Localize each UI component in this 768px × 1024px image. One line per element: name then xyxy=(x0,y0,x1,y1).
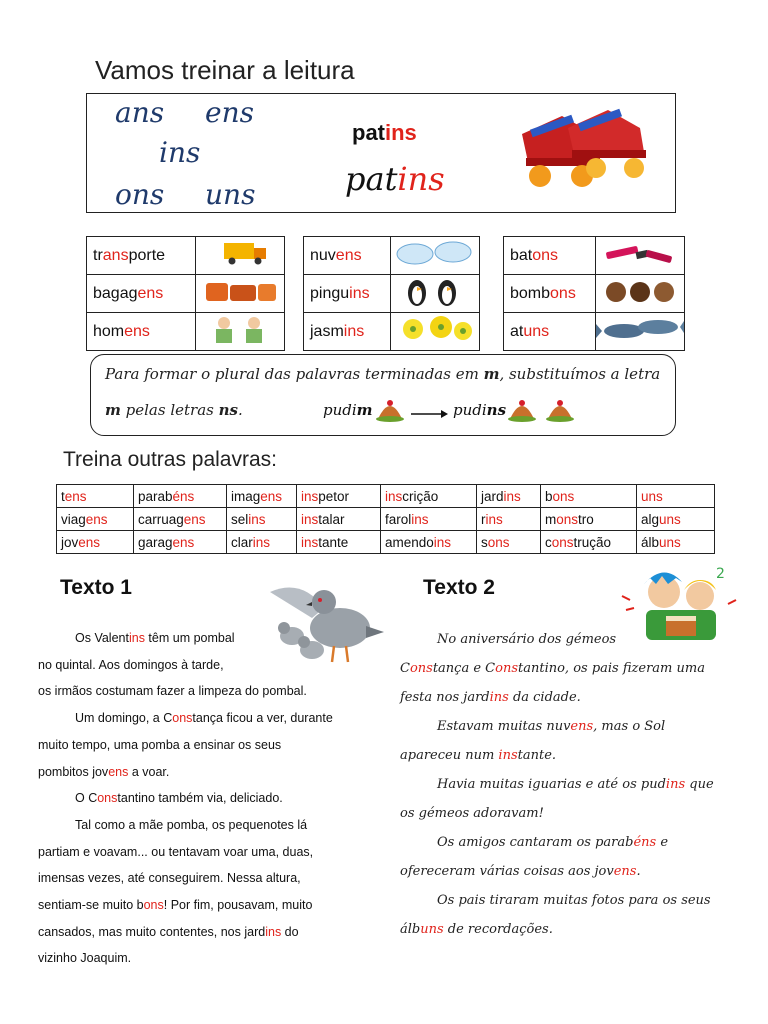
highlighted-syllable: ons xyxy=(552,488,575,504)
text-segment: a voar. xyxy=(128,764,170,779)
tuna-fish-icon xyxy=(596,313,685,351)
text-segment: O C xyxy=(75,791,98,806)
highlighted-syllable: ins xyxy=(411,511,429,527)
men-icon xyxy=(196,313,285,351)
highlighted-syllable: ins xyxy=(301,488,319,504)
word-cell xyxy=(227,485,297,508)
text-segment: farol xyxy=(385,511,412,527)
highlighted-syllable: ens xyxy=(108,764,129,779)
highlighted-syllable: ons xyxy=(487,534,510,550)
highlighted-syllable: ins xyxy=(385,488,403,504)
text-segment: Os Valent xyxy=(75,631,129,645)
text-line xyxy=(400,654,733,683)
word-cell xyxy=(477,485,541,508)
highlighted-syllable: ins xyxy=(433,534,452,550)
highlighted-syllable: ons xyxy=(551,534,574,550)
text-segment: vizinho Joaquim. xyxy=(38,951,132,966)
text-segment: Tal como a mãe pomba, os pequenotes lá xyxy=(75,817,308,832)
rule-box xyxy=(90,354,676,436)
highlighted-syllable: uns xyxy=(659,534,681,550)
text-segment: trução xyxy=(573,534,612,550)
highlighted-syllable: ons xyxy=(409,661,433,676)
highlighted-syllable: ens xyxy=(260,488,283,504)
table-row xyxy=(504,313,685,351)
table-row xyxy=(504,275,685,313)
syllable-ans: ans xyxy=(115,96,165,129)
text-line xyxy=(38,785,370,812)
text-segment: c xyxy=(545,534,552,550)
word-cell xyxy=(541,508,637,531)
highlighted-syllable: ins xyxy=(248,511,266,527)
arrow-right-icon xyxy=(409,409,449,419)
text-segment: , mas o Sol xyxy=(593,719,666,734)
text-line xyxy=(400,712,733,741)
highlighted-syllable: ens xyxy=(570,719,594,734)
word-cell xyxy=(637,531,715,554)
text-segment: e xyxy=(656,835,669,850)
text-segment: tantino, os pais fizeram uma xyxy=(518,661,705,676)
word-cell xyxy=(477,531,541,554)
table-row xyxy=(87,313,285,351)
text-segment: sel xyxy=(231,511,249,527)
text-segment: ! Por fim, pousavam, muito xyxy=(163,898,313,913)
highlighted-syllable: ens xyxy=(183,511,206,527)
word-cell: batons xyxy=(504,237,596,275)
text-line xyxy=(38,705,370,732)
text-segment: clar xyxy=(231,534,253,550)
texto2-body xyxy=(400,625,733,944)
texto1-title: Texto 1 xyxy=(60,576,132,599)
text-segment: viag xyxy=(61,511,86,527)
text-segment: álb xyxy=(641,534,660,550)
word-cell xyxy=(227,531,297,554)
text-segment: tança ficou a ver, durante xyxy=(192,711,333,726)
text-segment: Havia muitas iguarias e até os pud xyxy=(437,777,666,792)
word-cell xyxy=(381,531,477,554)
section-title: Treina outras palavras: xyxy=(63,448,277,471)
rule-text-line1: Para formar o plural das palavras terminadas em m, substituímos a letra xyxy=(105,365,661,383)
text-line xyxy=(400,886,733,915)
syllable-ins: ins xyxy=(159,136,201,169)
text-segment: s xyxy=(481,534,488,550)
table-row xyxy=(87,237,285,275)
text-segment: festa nos jard xyxy=(400,690,490,705)
practice-words-table xyxy=(56,484,715,554)
word-cell xyxy=(57,508,134,531)
table-row xyxy=(57,508,715,531)
word-cell xyxy=(381,508,477,531)
highlighted-syllable: ons xyxy=(143,898,164,913)
puddings-icon xyxy=(507,397,581,423)
text-segment: partiam e voavam... ou tentavam voar uma, duas, xyxy=(38,844,314,859)
text-segment: Os amigos cantaram os parab xyxy=(437,835,634,850)
highlighted-syllable: ins xyxy=(301,534,319,550)
text-segment: muito tempo, uma pomba a ensinar os seus xyxy=(38,737,282,752)
text-line xyxy=(400,828,733,857)
text-segment: ofereceram várias coisas aos jov xyxy=(400,864,614,879)
highlighted-syllable: ins xyxy=(128,631,145,645)
text-segment: r xyxy=(481,511,486,527)
flowers-icon xyxy=(391,313,480,351)
penguins-icon xyxy=(391,275,480,313)
highlighted-syllable: ens xyxy=(64,488,87,504)
text-segment: petor xyxy=(318,488,350,504)
text-segment: no quintal. Aos domingos à tarde, xyxy=(38,657,224,672)
word-cell: pinguins xyxy=(304,275,391,313)
highlighted-syllable: uns xyxy=(420,922,444,937)
text-segment: tantino também via, deliciado. xyxy=(117,791,283,806)
word-cell: atuns xyxy=(504,313,596,351)
pudding-icon xyxy=(375,397,405,423)
text-line xyxy=(400,857,733,886)
text-segment: cansados, mas muito contentes, nos jard xyxy=(38,924,266,939)
page-title: Vamos treinar a leitura xyxy=(95,55,355,85)
text-segment: imag xyxy=(231,488,261,504)
highlighted-syllable: ins xyxy=(489,690,509,705)
text-segment: Um domingo, a C xyxy=(75,711,173,726)
truck-icon xyxy=(196,237,285,275)
word-table-1 xyxy=(86,236,285,351)
lipsticks-icon xyxy=(596,237,685,275)
text-segment: pombitos jov xyxy=(38,764,109,779)
word-cell: nuvens xyxy=(304,237,391,275)
text-segment: carruag xyxy=(138,511,184,527)
highlighted-syllable: ons xyxy=(556,511,579,527)
text-segment: Os pais tiraram muitas fotos para os seus xyxy=(437,893,711,908)
highlighted-syllable: ons xyxy=(495,661,518,676)
text-line xyxy=(400,799,733,828)
word-cell: jasmins xyxy=(304,313,391,351)
texto1-body xyxy=(38,625,370,972)
text-segment: amendo xyxy=(385,534,434,550)
text-segment: garag xyxy=(138,534,173,550)
syllable-ons: ons xyxy=(115,178,165,211)
text-line xyxy=(38,652,370,679)
text-segment: b xyxy=(545,488,553,504)
rule-example-plural: pudins xyxy=(453,401,507,419)
text-segment: tança e C xyxy=(432,661,496,676)
text-segment: jard xyxy=(481,488,504,504)
text-segment: tante. xyxy=(517,748,557,763)
text-line xyxy=(38,865,370,892)
text-line xyxy=(38,892,370,919)
clouds-icon xyxy=(391,237,480,275)
word-cell xyxy=(57,485,134,508)
text-line xyxy=(38,812,370,839)
texto2-title: Texto 2 xyxy=(423,576,495,599)
table-row xyxy=(304,237,480,275)
roller-skates-icon xyxy=(508,100,658,196)
word-cell xyxy=(381,485,477,508)
text-segment: No aniversário dos gémeos xyxy=(437,632,617,647)
highlighted-syllable: ins xyxy=(301,511,319,527)
text-line xyxy=(38,678,370,705)
highlighted-syllable: ins xyxy=(252,534,271,550)
text-segment: álb xyxy=(400,922,421,937)
text-segment: tro xyxy=(578,511,594,527)
text-segment: têm um pombal xyxy=(144,631,235,645)
highlighted-syllable: éns xyxy=(633,835,657,850)
text-segment: t xyxy=(61,488,65,504)
text-segment: tante xyxy=(318,534,349,550)
highlighted-syllable: ins xyxy=(485,511,503,527)
text-segment: parab xyxy=(138,488,173,504)
table-row xyxy=(87,275,285,313)
table-row xyxy=(304,275,480,313)
word-cell: bombons xyxy=(504,275,596,313)
example-word-script: patins xyxy=(345,160,445,198)
text-line xyxy=(400,915,733,944)
text-line xyxy=(400,625,733,654)
highlighted-syllable: ens xyxy=(85,511,108,527)
word-cell xyxy=(134,531,227,554)
highlighted-syllable: ens xyxy=(172,534,195,550)
highlighted-syllable: ons xyxy=(97,791,118,806)
word-cell xyxy=(134,508,227,531)
word-cell xyxy=(637,485,715,508)
example-word-print: patins xyxy=(352,120,417,145)
text-segment: os gémeos adoravam! xyxy=(400,806,544,821)
text-segment: que xyxy=(685,777,714,792)
word-table-3 xyxy=(503,236,685,351)
highlighted-syllable: ins xyxy=(498,748,518,763)
text-segment: crição xyxy=(402,488,439,504)
syllable-ens: ens xyxy=(205,96,254,129)
highlighted-syllable: ins xyxy=(665,777,686,792)
text-segment: sentiam-se muito b xyxy=(38,898,144,913)
highlighted-syllable: ons xyxy=(172,711,193,726)
text-segment: imensas vezes, até conseguirem. Nessa altura, xyxy=(38,871,301,886)
text-line xyxy=(38,625,370,652)
text-segment: de recordações. xyxy=(443,922,553,937)
rule-example-singular: pudim xyxy=(323,401,373,419)
text-line xyxy=(400,683,733,712)
table-row xyxy=(57,485,715,508)
word-cell xyxy=(637,508,715,531)
word-cell xyxy=(297,531,381,554)
word-cell: transporte xyxy=(87,237,196,275)
text-line xyxy=(38,919,370,946)
text-segment: C xyxy=(400,661,410,676)
word-cell: homens xyxy=(87,313,196,351)
text-line xyxy=(400,770,733,799)
table-row xyxy=(57,531,715,554)
text-line xyxy=(38,732,370,759)
highlighted-syllable: ens xyxy=(613,864,637,879)
word-cell xyxy=(134,485,227,508)
highlighted-syllable: uns xyxy=(641,488,663,504)
word-cell xyxy=(227,508,297,531)
text-line xyxy=(400,741,733,770)
text-segment: jov xyxy=(61,534,79,550)
highlighted-syllable: éns xyxy=(172,488,195,504)
text-segment: . xyxy=(636,864,641,879)
word-cell: bagagens xyxy=(87,275,196,313)
text-line xyxy=(38,839,370,866)
word-cell xyxy=(541,531,637,554)
text-segment: m xyxy=(545,511,557,527)
text-line xyxy=(38,759,370,786)
rule-text-line2: m pelas letras ns. xyxy=(105,401,243,419)
text-segment: do xyxy=(281,924,299,939)
highlighted-syllable: uns xyxy=(659,511,681,527)
word-cell xyxy=(297,485,381,508)
highlighted-syllable: ins xyxy=(503,488,521,504)
word-cell xyxy=(57,531,134,554)
word-table-2 xyxy=(303,236,480,351)
chocolates-icon xyxy=(596,275,685,313)
text-segment: talar xyxy=(318,511,345,527)
table-row xyxy=(504,237,685,275)
word-cell xyxy=(541,485,637,508)
text-segment: os irmãos costumam fazer a limpeza do pombal. xyxy=(38,684,307,699)
text-segment: apareceu num xyxy=(400,748,499,763)
text-segment: alg xyxy=(641,511,660,527)
text-segment: Estavam muitas nuv xyxy=(437,719,571,734)
word-cell xyxy=(297,508,381,531)
syllable-uns: uns xyxy=(205,178,256,211)
highlighted-syllable: ins xyxy=(265,924,282,939)
table-row xyxy=(304,313,480,351)
number-decoration: 2 xyxy=(716,566,725,582)
suitcases-icon xyxy=(196,275,285,313)
highlighted-syllable: ens xyxy=(78,534,101,550)
text-line xyxy=(38,945,370,972)
word-cell xyxy=(477,508,541,531)
text-segment: da cidade. xyxy=(508,690,581,705)
